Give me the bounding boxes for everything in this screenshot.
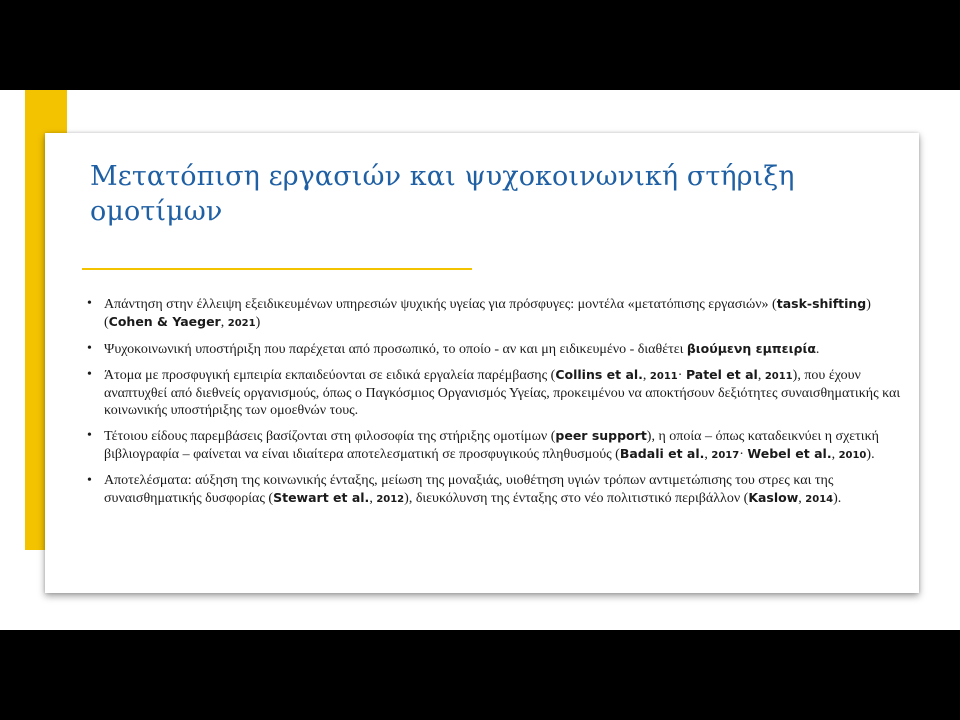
bold-term: task-shifting bbox=[776, 296, 867, 311]
bullet-text: Απάντηση στην έλλειψη εξειδικευμένων υπηρεσιών ψυχικής υγείας για πρόσφυγες: μοντέλα «μετατόπισης εργασιών» ( bbox=[104, 297, 777, 312]
letterbox-top bbox=[0, 0, 960, 90]
bullet-text: , bbox=[831, 447, 839, 462]
citation-year: 2011 bbox=[764, 371, 793, 382]
citation-author: Kaslow bbox=[748, 490, 799, 505]
bullet-text: ). bbox=[833, 491, 842, 506]
bullet-dot-icon: • bbox=[87, 428, 92, 443]
citation-author: Collins et al. bbox=[555, 367, 643, 382]
bullet-text: , bbox=[757, 368, 765, 383]
bullet-text: ) ( bbox=[104, 297, 871, 330]
bullet-dot-icon: • bbox=[87, 367, 92, 382]
bullet-text: ). bbox=[866, 447, 875, 462]
citation-author: Badali et al. bbox=[619, 446, 705, 461]
title-underline bbox=[82, 268, 472, 270]
bullet-dot-icon: • bbox=[87, 296, 92, 311]
bullet-item-3 bbox=[83, 366, 903, 419]
citation-year: 2017 bbox=[711, 450, 740, 461]
citation-year: 2010 bbox=[838, 450, 867, 461]
bullet-text: , bbox=[798, 491, 806, 506]
bullet-item-1 bbox=[83, 295, 903, 332]
slide-title: Μετατόπιση εργασιών και ψυχοκοινωνική στήριξη ομοτίμων bbox=[90, 161, 795, 227]
bullet-text: · bbox=[739, 447, 748, 462]
bullet-text: ) bbox=[255, 315, 261, 330]
citation-year: 2012 bbox=[376, 494, 405, 505]
citation-author: Stewart et al. bbox=[273, 490, 370, 505]
bullet-text: Ψυχοκοινωνική υποστήριξη που παρέχεται από προσωπικό, το οποίο - αν και μη ειδικευμένο - διαθέτει bbox=[104, 342, 687, 357]
bullet-text: · bbox=[677, 368, 686, 383]
bullet-text: ), η οποία – όπως καταδεικνύει η σχετική βιβλιογραφία – φαίνεται να είναι ιδιαίτερα αποτελεσματική σε προσφυγικούς πληθυσμούς ( bbox=[104, 429, 879, 462]
bullet-item-4 bbox=[83, 427, 903, 464]
citation-author: Webel et al. bbox=[747, 446, 832, 461]
bullet-text: ), που έχουν αναπτυχθεί από διεθνείς οργανισμούς, όπως ο Παγκόσμιος Οργανισμός Υγείας, προκειμένου να αποκτήσουν δεξιότητες συναισθηματικής και κοινωνικής υποστήριξης των ομοεθνών τους. bbox=[104, 368, 901, 418]
bullet-dot-icon: • bbox=[87, 473, 92, 488]
bullet-text: , bbox=[369, 491, 377, 506]
citation-author: Cohen & Yaeger bbox=[108, 314, 221, 329]
citation-year: 2021 bbox=[227, 318, 256, 329]
citation-year: 2014 bbox=[805, 494, 834, 505]
bullet-text: , bbox=[642, 368, 650, 383]
bullet-text: ), διευκόλυνση της ένταξης στο νέο πολιτιστικό περιβάλλον ( bbox=[404, 491, 749, 506]
bullet-text: , bbox=[220, 315, 228, 330]
bullet-text: Τέτοιου είδους παρεμβάσεις βασίζονται στη φιλοσοφία της στήριξης ομοτίμων ( bbox=[104, 429, 556, 444]
bullet-text: , bbox=[704, 447, 712, 462]
citation-year: 2011 bbox=[649, 371, 678, 382]
bullet-list bbox=[83, 295, 903, 516]
bullet-text: Αποτελέσματα: αύξηση της κοινωνικής ένταξης, μείωση της μοναξιάς, υιοθέτηση υγιών τρόπων αντιμετώπισης του στρες και της συναισθηματικής δυσφορίας ( bbox=[104, 473, 834, 506]
content-card bbox=[45, 133, 919, 593]
bold-term: βιούμενη εμπειρία bbox=[686, 341, 816, 356]
citation-author: Patel et al bbox=[685, 367, 758, 382]
bold-term: peer support bbox=[555, 428, 647, 443]
bullet-text: . bbox=[815, 342, 820, 357]
bullet-item-5 bbox=[83, 472, 903, 508]
bullet-item-2 bbox=[83, 340, 903, 358]
bullet-text: Άτομα με προσφυγική εμπειρία εκπαιδεύονται σε ειδικά εργαλεία παρέμβασης ( bbox=[104, 368, 556, 383]
slide bbox=[0, 90, 960, 630]
letterbox-bottom bbox=[0, 630, 960, 720]
bullet-dot-icon: • bbox=[87, 341, 92, 356]
